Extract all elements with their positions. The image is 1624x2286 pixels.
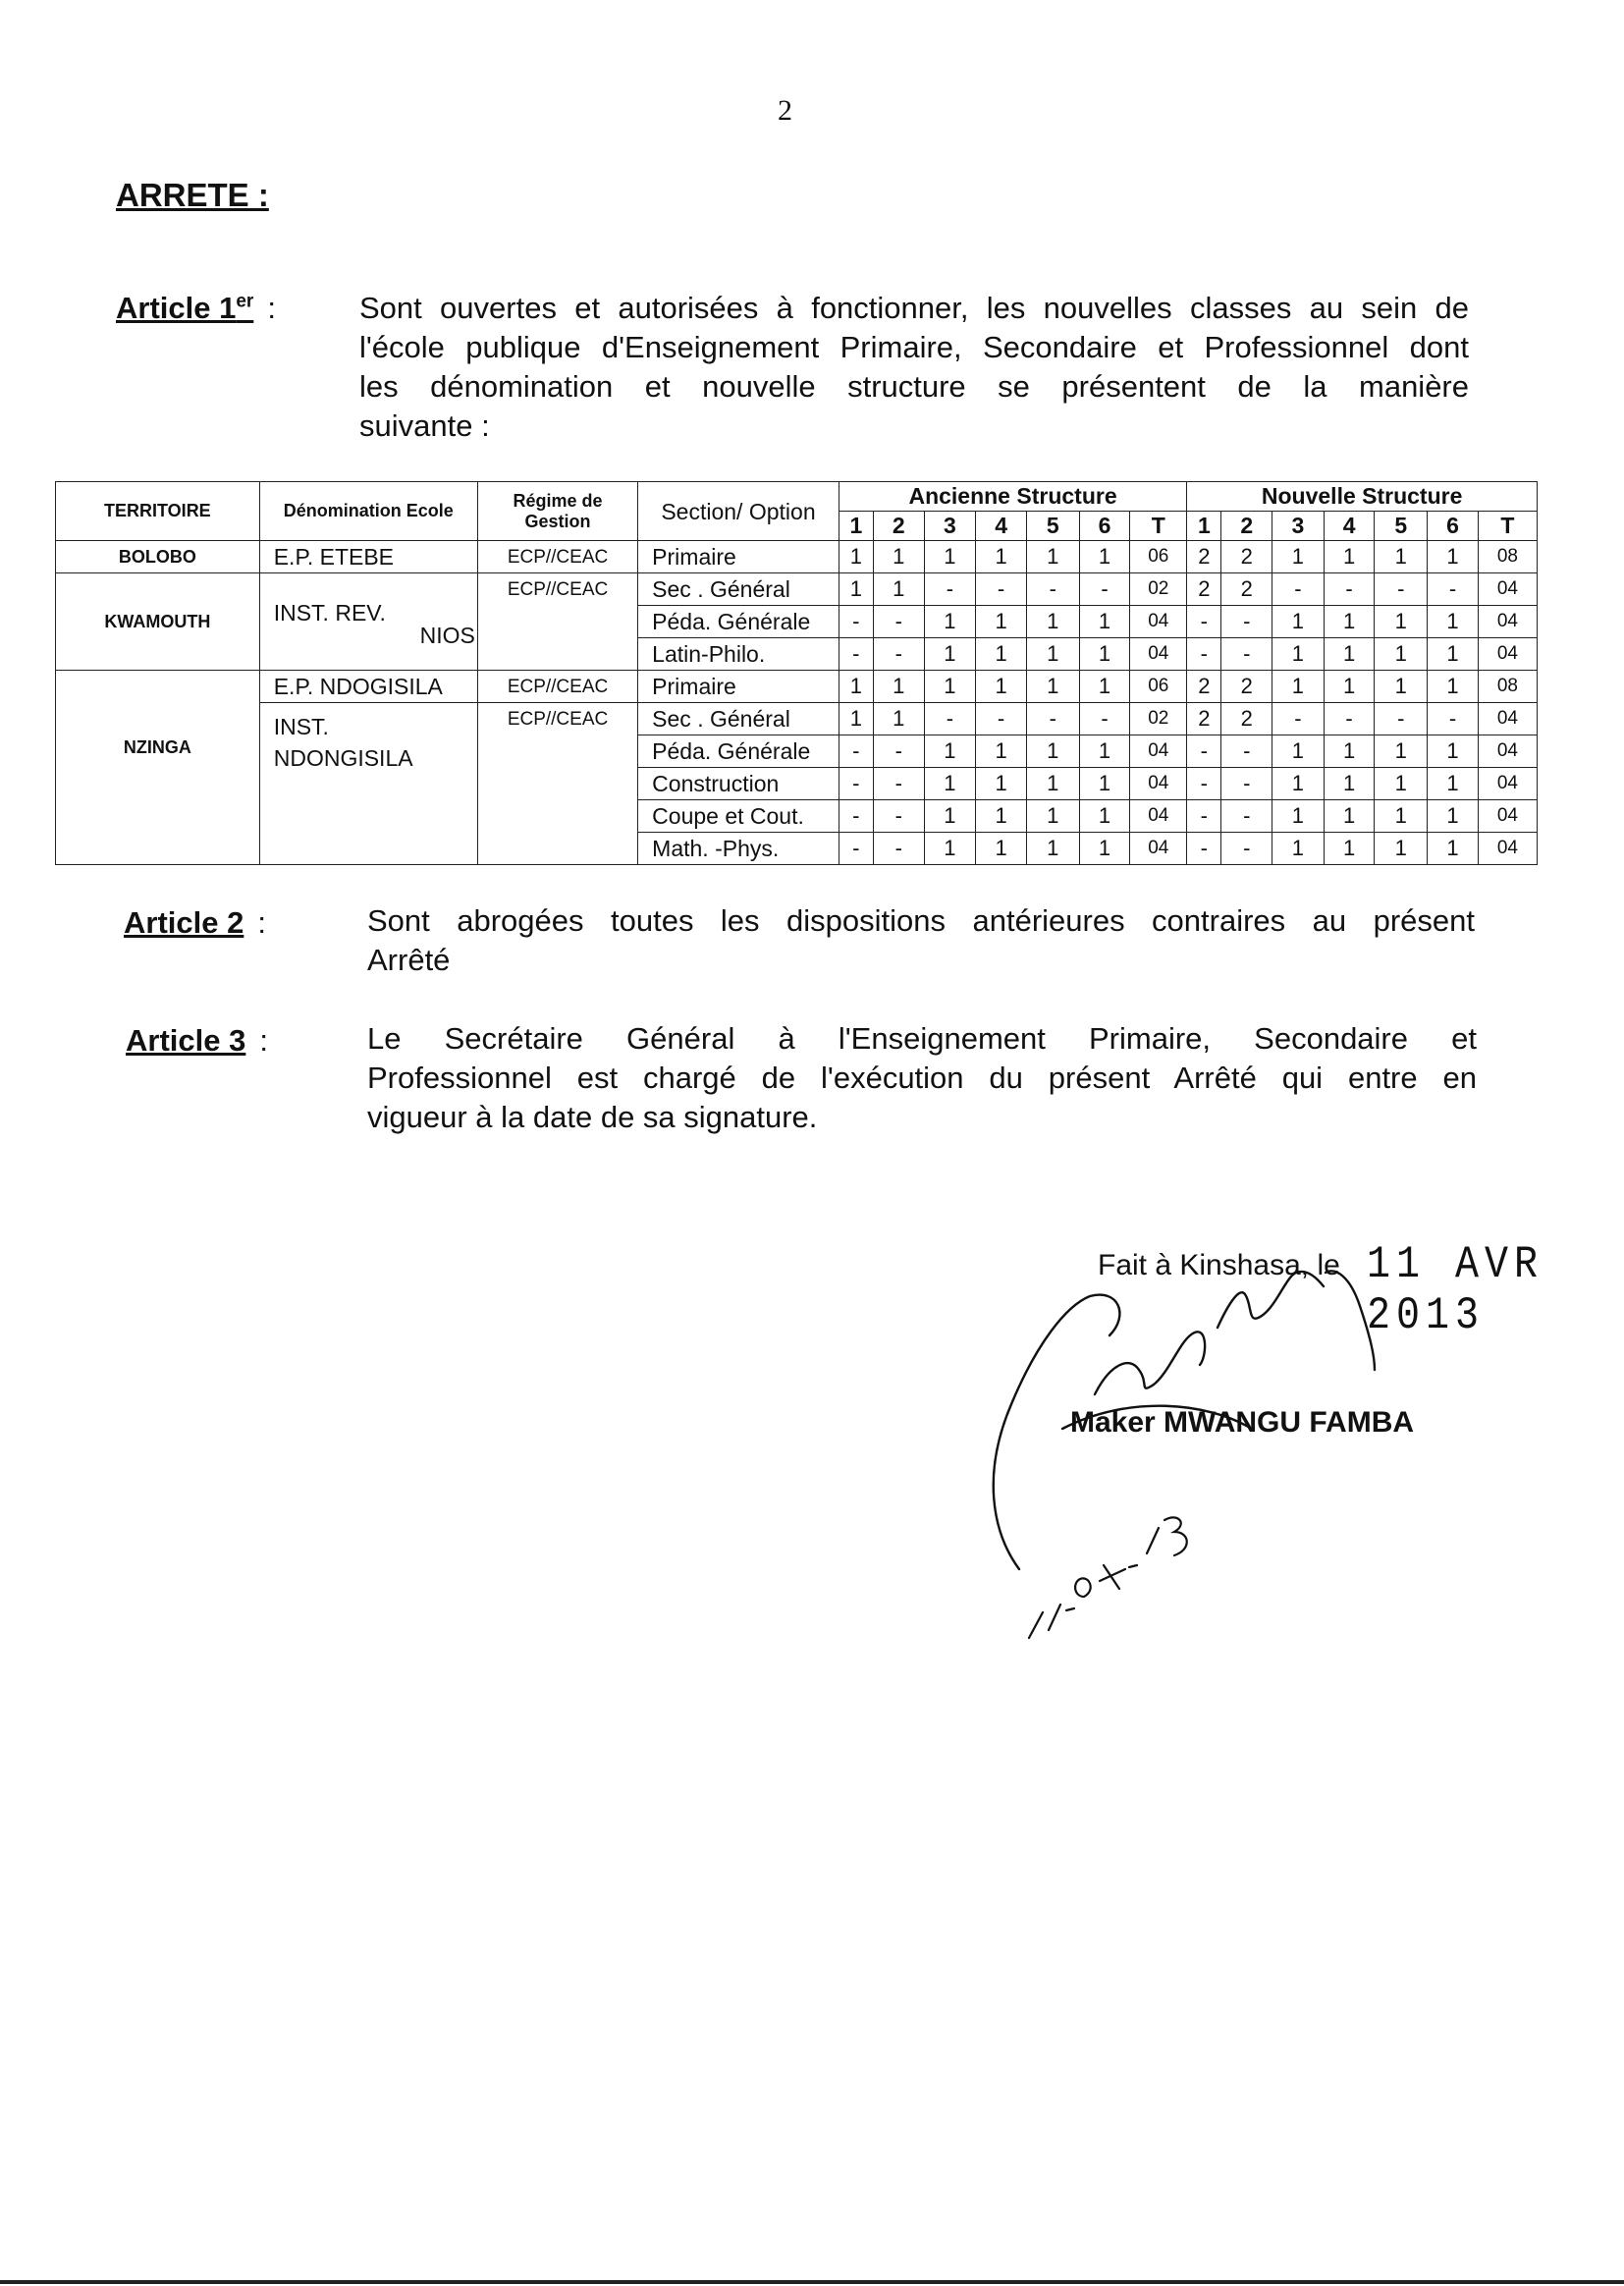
nouvelle-value-cell: 08 [1478,671,1537,703]
nouvelle-value-cell: 2 [1187,703,1221,735]
ancienne-value-cell: 1 [976,671,1027,703]
header-ancienne-col: 2 [873,512,924,541]
article-3-line: Le Secrétaire Général à l'Enseignement Primaire, Secondaire et [367,1021,1477,1056]
header-ancienne-col: 5 [1026,512,1079,541]
header-ancienne-col: 1 [839,512,873,541]
nouvelle-value-cell: 2 [1187,573,1221,606]
nouvelle-value-cell: 1 [1272,606,1325,638]
nouvelle-value-cell: 1 [1272,833,1325,865]
section-cell: Latin-Philo. [638,638,839,671]
article-3-line: vigueur à la date de sa signature. [367,1100,818,1134]
nouvelle-value-cell: 04 [1478,768,1537,800]
ancienne-value-cell: 1 [976,638,1027,671]
ancienne-value-cell: - [1026,573,1079,606]
ancienne-value-cell: 1 [1079,606,1130,638]
ancienne-value-cell: 1 [1026,735,1079,768]
ancienne-value-cell: 1 [924,768,976,800]
nouvelle-value-cell: 1 [1272,735,1325,768]
ancienne-value-cell: - [839,735,873,768]
nouvelle-value-cell: - [1221,638,1272,671]
ancienne-value-cell: 1 [873,573,924,606]
article-1-line: l'école publique d'Enseignement Primaire, Secondaire et Professionnel dont [359,330,1469,364]
nouvelle-value-cell: 1 [1375,768,1428,800]
ancienne-value-cell: 02 [1130,573,1187,606]
nouvelle-value-cell: 1 [1375,833,1428,865]
territory-cell: NZINGA [56,671,260,865]
nouvelle-value-cell: 1 [1324,671,1375,703]
ancienne-value-cell: - [873,833,924,865]
ancienne-value-cell: 04 [1130,735,1187,768]
nouvelle-value-cell: - [1187,606,1221,638]
nouvelle-value-cell: - [1375,703,1428,735]
ancienne-value-cell: 1 [1026,833,1079,865]
nouvelle-value-cell: 04 [1478,735,1537,768]
nouvelle-value-cell: 1 [1428,833,1479,865]
section-cell: Sec . Général [638,573,839,606]
nouvelle-value-cell: 1 [1428,671,1479,703]
page-number: 2 [778,94,792,127]
nouvelle-value-cell: 04 [1478,606,1537,638]
ancienne-value-cell: 04 [1130,833,1187,865]
nouvelle-value-cell: 1 [1324,833,1375,865]
ancienne-value-cell: 1 [839,671,873,703]
nouvelle-value-cell: - [1187,735,1221,768]
ancienne-value-cell: - [839,768,873,800]
ancienne-value-cell: 06 [1130,671,1187,703]
territory-cell: BOLOBO [56,541,260,573]
article-2-line: Arrêté [367,943,451,977]
ancienne-value-cell: - [873,638,924,671]
nouvelle-value-cell: 2 [1187,541,1221,573]
ancienne-value-cell: 1 [1026,768,1079,800]
school-name-part: NIOS [419,623,475,648]
ancienne-value-cell: - [924,703,976,735]
header-nouvelle-col: T [1478,512,1537,541]
header-nouvelle-col: 6 [1428,512,1479,541]
nouvelle-value-cell: 1 [1375,800,1428,833]
nouvelle-value-cell: - [1221,606,1272,638]
header-nouvelle-col: 5 [1375,512,1428,541]
scan-border [0,2280,1624,2284]
nouvelle-value-cell: 1 [1324,638,1375,671]
article-1-line: suivante : [359,408,490,443]
nouvelle-value-cell: 1 [1375,541,1428,573]
nouvelle-value-cell: 1 [1375,638,1428,671]
ancienne-value-cell: 1 [976,541,1027,573]
ancienne-value-cell: 1 [924,671,976,703]
nouvelle-value-cell: 1 [1272,768,1325,800]
ancienne-value-cell: - [873,800,924,833]
nouvelle-value-cell: 1 [1375,606,1428,638]
ancienne-value-cell: 1 [839,541,873,573]
nouvelle-value-cell: - [1272,703,1325,735]
nouvelle-value-cell: 08 [1478,541,1537,573]
ancienne-value-cell: 1 [1079,735,1130,768]
ancienne-value-cell: 1 [924,833,976,865]
nouvelle-value-cell: - [1428,703,1479,735]
ancienne-value-cell: - [839,638,873,671]
section-cell: Math. -Phys. [638,833,839,865]
header-nouvelle-col: 3 [1272,512,1325,541]
article-3-line: Professionnel est chargé de l'exécution du présent Arrêté qui entre en [367,1061,1477,1095]
signatory-name: Maker MWANGU FAMBA [1070,1406,1415,1439]
nouvelle-value-cell: 1 [1324,606,1375,638]
ancienne-value-cell: - [839,800,873,833]
nouvelle-value-cell: 1 [1428,800,1479,833]
nouvelle-value-cell: 04 [1478,638,1537,671]
nouvelle-value-cell: 04 [1478,833,1537,865]
section-cell: Primaire [638,541,839,573]
arrete-heading: ARRETE : [116,177,269,213]
ancienne-value-cell: 1 [976,735,1027,768]
nouvelle-value-cell: 1 [1375,671,1428,703]
ancienne-value-cell: 1 [1026,541,1079,573]
ancienne-value-cell: 1 [873,703,924,735]
ancienne-value-cell: 1 [1026,638,1079,671]
ancienne-value-cell: - [839,833,873,865]
nouvelle-value-cell: - [1187,768,1221,800]
header-section: Section/ Option [638,482,839,541]
ancienne-value-cell: 1 [976,833,1027,865]
header-ancienne-structure: Ancienne Structure [839,482,1187,512]
ancienne-value-cell: - [873,768,924,800]
ancienne-value-cell: 1 [1026,800,1079,833]
nouvelle-value-cell: 2 [1221,541,1272,573]
regime-cell: ECP//CEAC [477,541,637,573]
ancienne-value-cell: 1 [1079,833,1130,865]
nouvelle-value-cell: 1 [1428,768,1479,800]
ancienne-value-cell: 1 [1026,671,1079,703]
header-ancienne-col: 3 [924,512,976,541]
nouvelle-value-cell: 1 [1428,606,1479,638]
ancienne-value-cell: 1 [924,800,976,833]
nouvelle-value-cell: 2 [1221,703,1272,735]
nouvelle-value-cell: 1 [1272,638,1325,671]
ancienne-value-cell: 1 [1079,671,1130,703]
article-1-line: Sont ouvertes et autorisées à fonctionner, les nouvelles classes au sein de [359,291,1469,325]
ancienne-value-cell: 06 [1130,541,1187,573]
nouvelle-value-cell: - [1221,735,1272,768]
nouvelle-value-cell: 1 [1324,735,1375,768]
ancienne-value-cell: - [924,573,976,606]
nouvelle-value-cell: 2 [1187,671,1221,703]
school-name-cell: E.P. NDOGISILA [259,671,477,703]
section-cell: Construction [638,768,839,800]
nouvelle-value-cell: 1 [1324,800,1375,833]
nouvelle-value-cell: - [1221,800,1272,833]
ancienne-value-cell: - [839,606,873,638]
ancienne-value-cell: 1 [1026,606,1079,638]
ancienne-value-cell: 04 [1130,638,1187,671]
ancienne-value-cell: 02 [1130,703,1187,735]
ancienne-value-cell: 1 [976,768,1027,800]
section-cell: Péda. Générale [638,735,839,768]
section-cell: Coupe et Cout. [638,800,839,833]
territory-cell: KWAMOUTH [56,573,260,671]
nouvelle-value-cell: 04 [1478,703,1537,735]
ancienne-value-cell: 1 [1079,638,1130,671]
regime-cell: ECP//CEAC [477,671,637,703]
ancienne-value-cell: - [1079,703,1130,735]
ancienne-value-cell: 1 [924,541,976,573]
nouvelle-value-cell: - [1324,573,1375,606]
header-ancienne-col: T [1130,512,1187,541]
header-nouvelle-structure: Nouvelle Structure [1187,482,1538,512]
nouvelle-value-cell: 04 [1478,573,1537,606]
header-denomination: Dénomination Ecole [259,482,477,541]
nouvelle-value-cell: - [1324,703,1375,735]
nouvelle-value-cell: 1 [1428,735,1479,768]
ancienne-value-cell: 1 [873,671,924,703]
nouvelle-value-cell: - [1428,573,1479,606]
article-3-label: Article 3 : [126,1023,268,1058]
article-1-line: les dénomination et nouvelle structure se présentent de la manière [359,369,1469,404]
ancienne-value-cell: 1 [839,703,873,735]
ancienne-value-cell: 1 [924,606,976,638]
article-1-label: Article 1er : [116,291,276,325]
nouvelle-value-cell: - [1187,800,1221,833]
section-cell: Sec . Général [638,703,839,735]
article-2-line: Sont abrogées toutes les dispositions antérieures contraires au présent [367,903,1475,938]
nouvelle-value-cell: - [1187,638,1221,671]
nouvelle-value-cell: 1 [1272,541,1325,573]
regime-cell: ECP//CEAC [477,573,637,671]
ancienne-value-cell: 04 [1130,606,1187,638]
ancienne-value-cell: 1 [976,800,1027,833]
school-name-part: NDONGISILA [273,745,413,771]
ancienne-value-cell: 1 [1079,768,1130,800]
ancienne-value-cell: 04 [1130,800,1187,833]
stamp-date: 11 AVR 2013 [1367,1240,1544,1342]
ancienne-value-cell: 1 [1079,800,1130,833]
school-name-part: INST. REV. [273,600,386,626]
ancienne-value-cell: - [1026,703,1079,735]
ancienne-value-cell: 04 [1130,768,1187,800]
header-ancienne-col: 6 [1079,512,1130,541]
article-2-label: Article 2 : [124,905,266,940]
nouvelle-value-cell: - [1221,768,1272,800]
nouvelle-value-cell: 1 [1272,800,1325,833]
nouvelle-value-cell: 1 [1324,541,1375,573]
ancienne-value-cell: - [1079,573,1130,606]
header-regime: Régime de Gestion [477,482,637,541]
nouvelle-value-cell: 1 [1428,541,1479,573]
school-name-part: INST. [273,714,329,739]
nouvelle-value-cell: 2 [1221,671,1272,703]
nouvelle-value-cell: 2 [1221,573,1272,606]
place-line: Fait à Kinshasa, le [1098,1249,1340,1281]
header-territoire: TERRITOIRE [56,482,260,541]
nouvelle-value-cell: 1 [1272,671,1325,703]
ancienne-value-cell: - [873,735,924,768]
regime-cell: ECP//CEAC [477,703,637,865]
section-cell: Primaire [638,671,839,703]
header-nouvelle-col: 4 [1324,512,1375,541]
ancienne-value-cell: 1 [924,735,976,768]
ancienne-value-cell: - [873,606,924,638]
ancienne-value-cell: 1 [839,573,873,606]
nouvelle-value-cell: - [1221,833,1272,865]
nouvelle-value-cell: 1 [1324,768,1375,800]
ancienne-value-cell: 1 [924,638,976,671]
nouvelle-value-cell: - [1375,573,1428,606]
nouvelle-value-cell: - [1187,833,1221,865]
nouvelle-value-cell: 1 [1428,638,1479,671]
nouvelle-value-cell: - [1272,573,1325,606]
section-cell: Péda. Générale [638,606,839,638]
header-nouvelle-col: 1 [1187,512,1221,541]
ancienne-value-cell: - [976,573,1027,606]
nouvelle-value-cell: 1 [1375,735,1428,768]
ancienne-value-cell: 1 [976,606,1027,638]
header-ancienne-col: 4 [976,512,1027,541]
ancienne-value-cell: 1 [1079,541,1130,573]
school-name-cell: E.P. ETEBE [259,541,477,573]
ancienne-value-cell: - [976,703,1027,735]
nouvelle-value-cell: 04 [1478,800,1537,833]
ancienne-value-cell: 1 [873,541,924,573]
header-nouvelle-col: 2 [1221,512,1272,541]
